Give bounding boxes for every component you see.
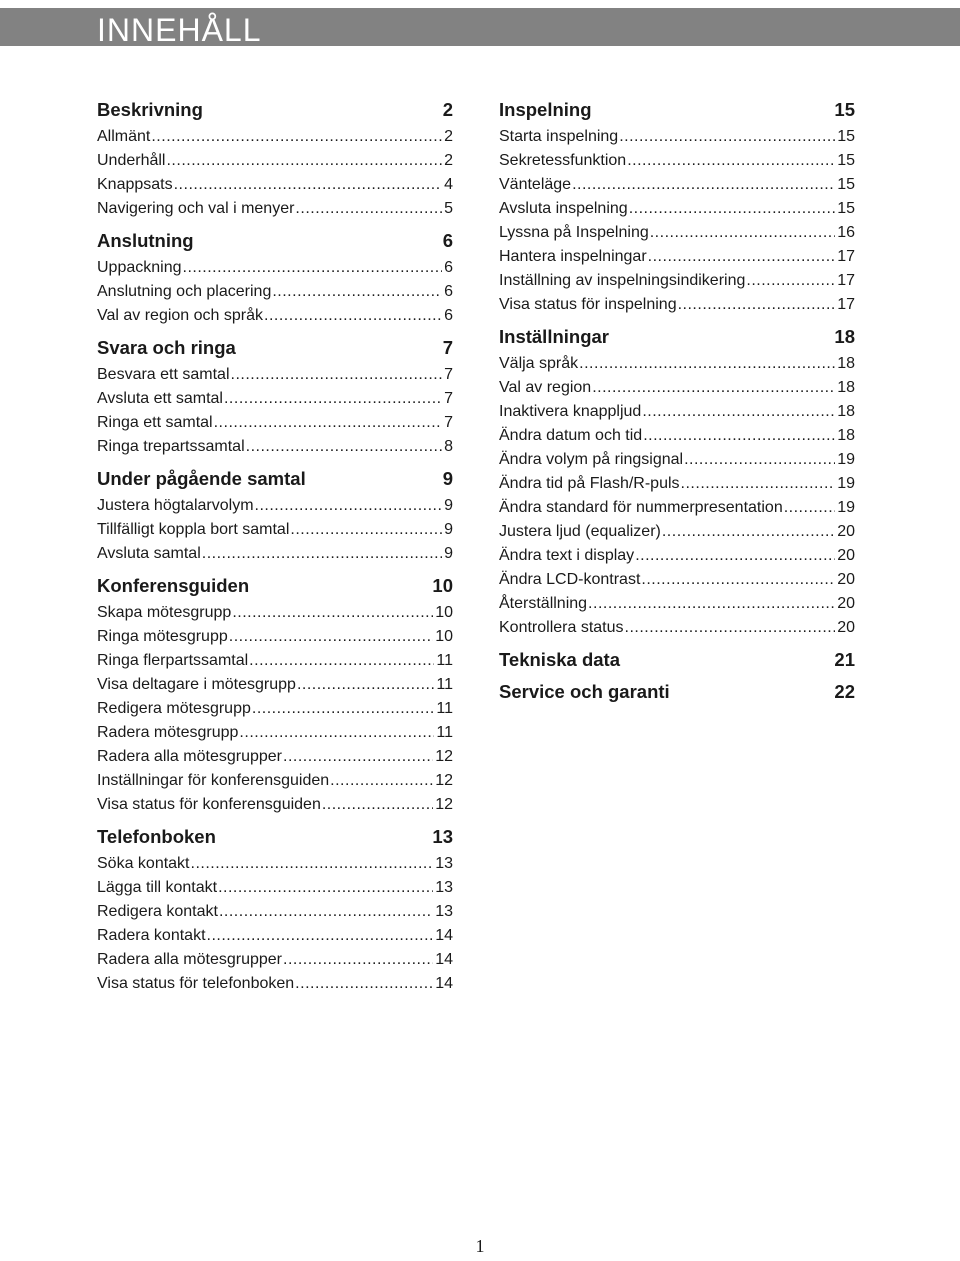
dot-leader [174,173,442,197]
toc-entry[interactable] [97,363,453,387]
toc-entry[interactable] [499,592,855,616]
toc-entry[interactable] [499,496,855,520]
section-page: 6 [442,230,453,251]
toc-section-heading[interactable] [499,98,855,122]
dot-leader [151,125,442,149]
section-title: Telefonboken [97,826,216,847]
toc-entry[interactable] [97,745,453,769]
dot-leader [239,721,434,745]
dot-leader [592,376,835,400]
entry-label: Redigera mötesgrupp [97,700,251,717]
toc-entry[interactable] [97,518,453,542]
section-title: Under pågående samtal [97,468,306,489]
entry-page: 15 [837,200,855,217]
dot-leader [322,793,433,817]
section-title: Tekniska data [499,649,620,670]
entry-label: Justera ljud (equalizer) [499,523,661,540]
entry-page: 8 [444,438,453,455]
dot-leader [246,435,442,459]
entry-page: 18 [837,355,855,372]
toc-entry[interactable] [499,245,855,269]
toc-entry[interactable] [499,400,855,424]
entry-page: 17 [837,272,855,289]
entry-page: 20 [837,547,855,564]
entry-label: Återställning [499,595,588,612]
entry-page: 14 [435,927,453,944]
section-title: Konferensguiden [97,575,250,596]
toc-entry[interactable] [97,900,453,924]
dot-leader [229,625,433,649]
dot-leader [183,256,443,280]
dot-leader [295,972,433,996]
entry-label: Ändra standard för nummerpresentation [499,499,783,516]
entry-label: Inställning av inspelningsindikering [499,272,746,289]
entry-label: Ringa mötesgrupp [97,628,228,645]
entry-label: Val av region och språk [97,307,264,324]
entry-page: 12 [435,796,453,813]
entry-page: 15 [837,128,855,145]
entry-page: 7 [444,390,453,407]
toc-section-heading[interactable] [97,574,453,598]
entry-label: Inställningar för konferensguiden [97,772,330,789]
entry-page: 15 [837,176,855,193]
dot-leader [648,245,836,269]
entry-page: 11 [436,700,453,717]
dot-leader [635,544,835,568]
section-title: Inställningar [499,326,609,347]
toc-entry[interactable] [97,673,453,697]
section-page: 7 [442,337,453,358]
entry-page: 15 [837,152,855,169]
entry-page: 2 [444,128,453,145]
toc-column-left [97,96,453,1004]
entry-page: 4 [444,176,453,193]
toc-entry[interactable] [97,149,453,173]
entry-label: Visa status för telefonboken [97,975,295,992]
section-page: 13 [432,826,453,847]
toc-section [97,467,453,566]
toc-section [97,98,453,221]
toc-entry[interactable] [499,197,855,221]
toc-section-heading[interactable] [499,325,855,349]
entry-label: Knappsats [97,176,173,193]
section-page: 22 [834,681,855,702]
entry-label: Vänteläge [499,176,572,193]
entry-page: 10 [435,628,453,645]
toc-entry[interactable] [97,697,453,721]
entry-label: Välja språk [499,355,579,372]
page-number: 1 [475,1236,485,1256]
dot-leader [684,448,835,472]
entry-label: Ändra tid på Flash/R-puls [499,475,680,492]
dot-leader [231,363,443,387]
section-page: 9 [442,468,453,489]
section-page: 18 [834,326,855,347]
toc-section-heading[interactable] [97,229,453,253]
entry-page: 19 [837,475,855,492]
header-bar [0,8,960,46]
toc-section-heading[interactable] [499,648,855,672]
entry-page: 14 [435,975,453,992]
dot-leader [191,852,434,876]
toc-entry[interactable] [499,472,855,496]
dot-leader [255,494,443,518]
entry-label: Starta inspelning [499,128,619,145]
entry-page: 7 [444,414,453,431]
entry-label: Underhåll [97,152,166,169]
entry-label: Redigera kontakt [97,903,218,920]
section-page: 21 [834,649,855,670]
toc-entry[interactable] [499,173,855,197]
entry-label: Tillfälligt koppla bort samtal [97,521,290,538]
dot-leader [681,472,836,496]
entry-label: Navigering och val i menyer [97,200,295,217]
toc-section-heading[interactable] [97,825,453,849]
entry-label: Ändra volym på ringsignal [499,451,684,468]
entry-page: 19 [837,499,855,516]
entry-page: 20 [837,619,855,636]
dot-leader [283,745,433,769]
toc-column-right [499,96,855,712]
toc-section [499,325,855,640]
dot-leader [224,387,442,411]
entry-label: Ringa trepartssamtal [97,438,245,455]
entry-label: Skapa mötesgrupp [97,604,232,621]
entry-label: Allmänt [97,128,151,145]
entry-label: Radera alla mötesgrupper [97,951,282,968]
entry-label: Val av region [499,379,592,396]
section-page: 15 [834,99,855,120]
toc-section [97,336,453,459]
entry-label: Lägga till kontakt [97,879,218,896]
dot-leader [295,197,442,221]
toc-entry[interactable] [499,448,855,472]
toc-entry[interactable] [97,601,453,625]
toc-entry[interactable] [499,520,855,544]
dot-leader [219,900,433,924]
entry-page: 9 [444,545,453,562]
entry-page: 7 [444,366,453,383]
dot-leader [232,601,433,625]
dot-leader [252,697,435,721]
entry-label: Lyssna på Inspelning [499,224,649,241]
toc-entry[interactable] [97,793,453,817]
entry-label: Avsluta samtal [97,545,201,562]
entry-page: 12 [435,748,453,765]
dot-leader [625,616,836,640]
entry-page: 6 [444,283,453,300]
toc-entry[interactable] [499,568,855,592]
toc-entry[interactable] [499,269,855,293]
entry-page: 11 [436,652,453,669]
entry-page: 6 [444,259,453,276]
toc-entry[interactable] [499,424,855,448]
entry-page: 18 [837,403,855,420]
section-title: Beskrivning [97,99,203,120]
toc-entry[interactable] [97,435,453,459]
entry-label: Visa deltagare i mötesgrupp [97,676,296,693]
toc-entry[interactable] [499,125,855,149]
entry-page: 13 [435,879,453,896]
entry-label: Sekretessfunktion [499,152,627,169]
toc-entry[interactable] [97,411,453,435]
entry-page: 13 [435,903,453,920]
dot-leader [214,411,442,435]
toc-section-heading[interactable] [97,98,453,122]
toc-entry[interactable] [97,769,453,793]
dot-leader [218,876,433,900]
section-title: Anslutning [97,230,194,251]
toc-entry[interactable] [97,625,453,649]
dot-leader [641,568,835,592]
entry-label: Kontrollera status [499,619,624,636]
entry-page: 6 [444,307,453,324]
toc-section-heading[interactable] [499,680,855,704]
toc-entry[interactable] [97,197,453,221]
toc-entry[interactable] [97,649,453,673]
entry-label: Hantera inspelningar [499,248,647,265]
entry-label: Radera mötesgrupp [97,724,239,741]
dot-leader [746,269,835,293]
toc-entry[interactable] [97,924,453,948]
toc-entry[interactable] [499,352,855,376]
entry-label: Avsluta inspelning [499,200,628,217]
dot-leader [207,924,434,948]
toc-section-heading[interactable] [97,467,453,491]
dot-leader [249,649,434,673]
entry-label: Besvara ett samtal [97,366,230,383]
toc-entry[interactable] [97,494,453,518]
dot-leader [290,518,442,542]
dot-leader [588,592,835,616]
toc-section [97,825,453,996]
section-title: Svara och ringa [97,337,236,358]
entry-label: Visa status för inspelning [499,296,677,313]
dot-leader [283,948,433,972]
toc-section [499,98,855,317]
entry-page: 10 [435,604,453,621]
toc-section [499,680,855,704]
entry-label: Ringa ett samtal [97,414,213,431]
entry-label: Radera alla mötesgrupper [97,748,282,765]
entry-page: 11 [436,676,453,693]
entry-page: 11 [436,724,453,741]
toc-entry[interactable] [97,173,453,197]
dot-leader [330,769,433,793]
toc-entry[interactable] [499,221,855,245]
entry-label: Visa status för konferensguiden [97,796,321,813]
section-page: 2 [442,99,453,120]
toc-entry[interactable] [499,376,855,400]
entry-label: Ändra datum och tid [499,427,643,444]
toc-entry[interactable] [97,542,453,566]
toc-section-heading[interactable] [97,336,453,360]
toc-entry[interactable] [97,948,453,972]
entry-page: 14 [435,951,453,968]
entry-label: Ändra LCD-kontrast [499,571,641,588]
dot-leader [619,125,835,149]
dot-leader [642,400,835,424]
toc-entry[interactable] [97,304,453,328]
entry-label: Justera högtalarvolym [97,497,254,514]
dot-leader [627,149,835,173]
entry-label: Radera kontakt [97,927,206,944]
toc-entry[interactable] [499,544,855,568]
toc-entry[interactable] [97,256,453,280]
toc-section [499,648,855,672]
entry-page: 19 [837,451,855,468]
toc-entry[interactable] [97,387,453,411]
dot-leader [678,293,836,317]
entry-page: 2 [444,152,453,169]
page-title: INNEHÅLL [97,12,262,48]
entry-page: 16 [837,224,855,241]
entry-page: 17 [837,248,855,265]
entry-page: 20 [837,523,855,540]
entry-page: 12 [435,772,453,789]
toc-entry[interactable] [97,721,453,745]
entry-page: 20 [837,571,855,588]
entry-page: 17 [837,296,855,313]
entry-page: 18 [837,427,855,444]
toc-entry[interactable] [97,125,453,149]
toc-entry[interactable] [97,876,453,900]
entry-page: 20 [837,595,855,612]
entry-page: 13 [435,855,453,872]
entry-label: Söka kontakt [97,855,190,872]
section-title: Inspelning [499,99,592,120]
dot-leader [572,173,835,197]
entry-page: 18 [837,379,855,396]
entry-page: 5 [444,200,453,217]
toc-entry[interactable] [499,293,855,317]
dot-leader [579,352,835,376]
dot-leader [784,496,835,520]
entry-label: Ringa flerpartssamtal [97,652,249,669]
toc-entry[interactable] [499,616,855,640]
entry-label: Inaktivera knappljud [499,403,642,420]
dot-leader [166,149,442,173]
entry-page: 9 [444,497,453,514]
dot-leader [202,542,442,566]
entry-page: 9 [444,521,453,538]
section-title: Service och garanti [499,681,670,702]
dot-leader [650,221,835,245]
toc-entry[interactable] [499,149,855,173]
entry-label: Uppackning [97,259,182,276]
entry-label: Anslutning och placering [97,283,272,300]
toc-entry[interactable] [97,280,453,304]
dot-leader [264,304,442,328]
dot-leader [662,520,835,544]
toc-entry[interactable] [97,972,453,996]
toc-entry[interactable] [97,852,453,876]
dot-leader [297,673,434,697]
toc-section [97,229,453,328]
dot-leader [629,197,836,221]
toc-section [97,574,453,817]
dot-leader [272,280,442,304]
entry-label: Ändra text i display [499,547,635,564]
entry-label: Avsluta ett samtal [97,390,223,407]
section-page: 10 [432,575,453,596]
dot-leader [643,424,835,448]
